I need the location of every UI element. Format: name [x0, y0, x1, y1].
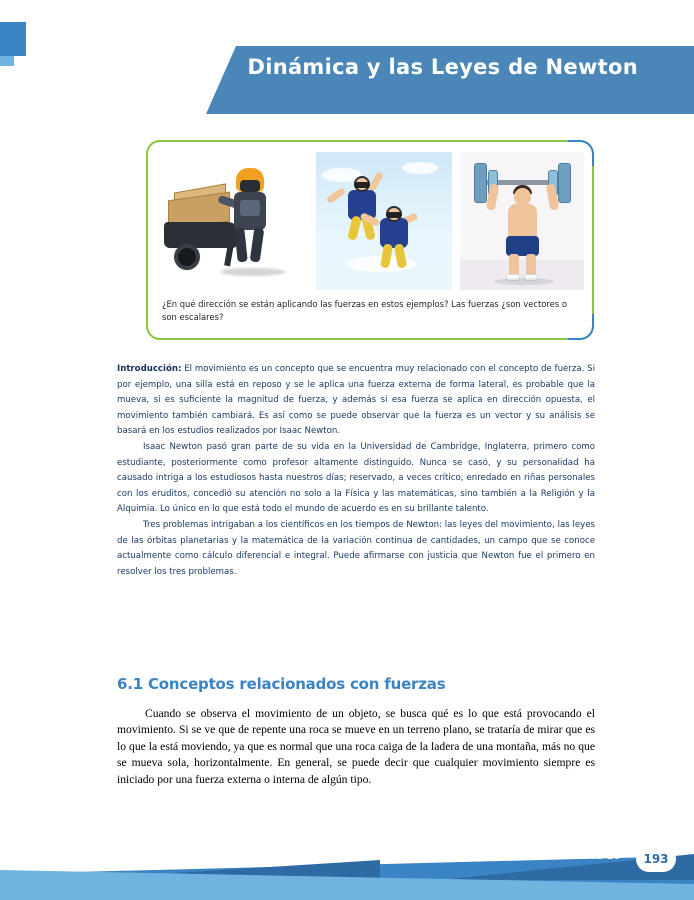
paragraph-introduccion: [117, 362, 595, 440]
barbell-plate-left: [474, 163, 487, 203]
intro-text-block: [117, 362, 595, 580]
intro-label: Introducción:: [117, 364, 182, 374]
page-number-badge: 193: [636, 846, 676, 872]
skydiver-lower-leg-left: [380, 243, 393, 268]
figure-panel: [146, 140, 594, 340]
skydiver-lower-leg-right: [394, 243, 407, 268]
skydiver-lower: [372, 206, 432, 266]
skydiver-lower-goggles: [386, 212, 402, 218]
robot-visor: [240, 180, 260, 192]
left-edge-tab-decoration-secondary: [0, 56, 14, 66]
robot-leg-right: [250, 227, 265, 262]
page-title: Dinámica y las Leyes de Newton: [247, 55, 638, 79]
intro-body: El movimiento es un concepto que se encuentra muy relacionado con el concepto de fuerza. Si por ejemplo, una silla está en reposo y se le aplica una fuerza externa de forma lateral, es probable que la mueva, si es suficiente la magnitud de fuerza, y además si esa fuerza se aplica en dirección opuesta, el movimiento también cambiará. Es así como se puede observar que la fuerza es un vector y su análisis se basará en los estudios realizados por Isaac Newton.: [117, 364, 595, 437]
section-heading: 6.1 Conceptos relacionados con fuerzas: [117, 675, 446, 693]
robot-leg-left: [234, 228, 247, 263]
section-text-block: [117, 706, 595, 788]
gym-floor: [460, 260, 584, 290]
paragraph-section-61: Cuando se observa el movimiento de un objeto, se busca qué es lo que está provocando el movimiento. Si se ve que de repente una roca se mueve en un terreno plano, se trataría de mirar que es lo que la está moviendo, ya que es normal que una roca caiga de la ladera de una montaña, más no que se mueva sola, horizontalmente. En general, se puede decir que cualquier movimiento siempre es iniciado por una fuerza externa o interna de algún tipo.: [117, 707, 595, 786]
figure-caption: ¿En qué dirección se están aplicando las fuerzas en estos ejemplos? Las fuerzas ¿son vectores o son escalares?: [162, 299, 567, 322]
paragraph-three-problems: Tres problemas intrigaban a los científicos en los tiempos de Newton: las leyes del movimiento, las leyes de las órbitas planetarias y la matemática de la variación continua de cantidades, un campo que se conoce actualmente como cálculo diferencial e integral. Puede afirmarse con justicia que Newton fue el primero en resolver los tres problemas.: [117, 519, 595, 577]
footer-subject-label: Física 10º: [570, 851, 626, 862]
robot-wheelbarrow-photo: [160, 152, 308, 290]
cloud-2: [402, 162, 438, 174]
skydiver-upper-goggles: [354, 182, 370, 188]
lifter-torso: [508, 204, 537, 238]
lifter-shadow: [494, 278, 554, 285]
skydiver-upper-arm-right: [368, 171, 384, 192]
skydiver-lower-torso: [380, 218, 408, 248]
weightlifter-photo: [460, 152, 584, 290]
robot-shadow: [220, 268, 286, 276]
skydivers-photo: [316, 152, 452, 290]
paragraph-newton-biography: Isaac Newton pasó gran parte de su vida en la Universidad de Cambridge, Inglaterra, primero como estudiante, posteriormente como profesor altamente distinguido. Nunca se casó, y su personalidad ha causado intriga a los estudiosos hasta nuestros días; reservado, a veces crítico, enredado en riñas personales con los eruditos, concedió su atención no solo a la Física y las matemáticas, sino también a la Religión y la Alquimia. Lo único en lo que está todo el mundo de acuerdo es en su brillante talento.: [117, 441, 595, 515]
left-edge-tab-decoration: [0, 22, 26, 56]
wheelbarrow-wheel: [174, 244, 200, 270]
lifter-leg-left: [509, 254, 519, 276]
lifter-shorts: [506, 236, 539, 256]
chapter-header: [206, 46, 694, 114]
figure-photo-row: [160, 152, 584, 290]
lifter-leg-right: [526, 254, 536, 276]
barbell-plate-right: [558, 163, 571, 203]
page-footer: [0, 822, 694, 900]
robot-torso: [234, 192, 266, 230]
